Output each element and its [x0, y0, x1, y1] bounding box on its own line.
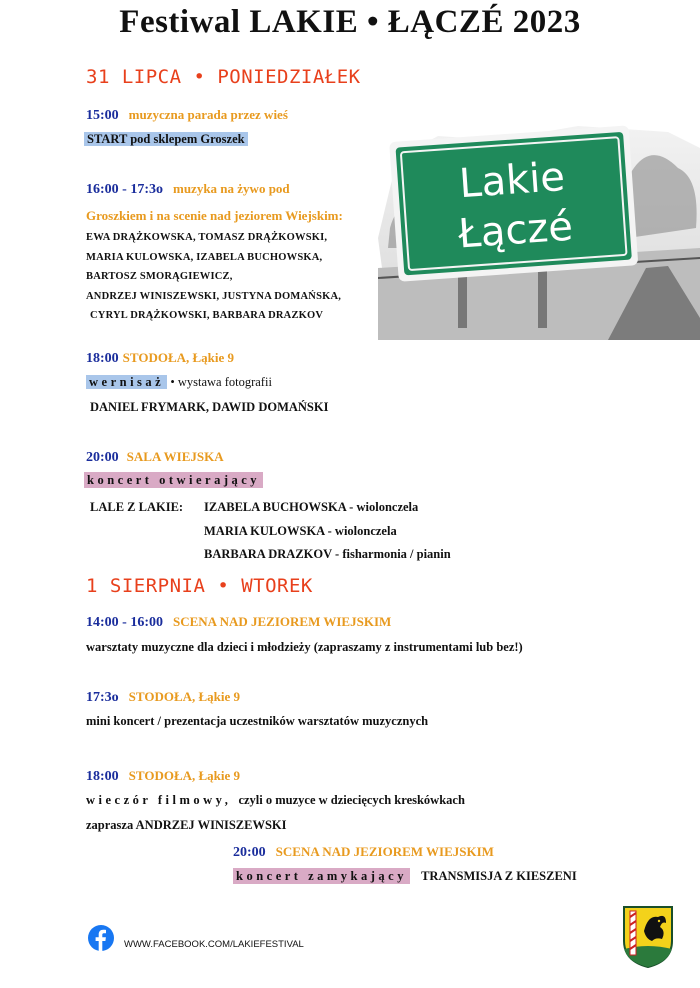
day2-event1: [86, 613, 391, 631]
event-place: SCENA NAD JEZIOREM WIEJSKIM: [173, 614, 392, 629]
road-sign-image: [378, 118, 700, 340]
event-rest: • wystawa fotografii: [170, 375, 272, 389]
sign-line-2: Łączé: [456, 203, 575, 258]
start-location: START pod sklepem Groszek: [84, 132, 248, 146]
event-desc: muzyka na żywo pod: [173, 181, 290, 196]
event-time: 17:3o: [86, 690, 119, 705]
day2-event4-detail: [233, 869, 577, 884]
musician-line: BARBARA DRAZKOV - fisharmonia / pianin: [204, 547, 451, 561]
event-desc: mini koncert / prezentacja uczestników warsztatów muzycznych: [86, 714, 429, 728]
facebook-link[interactable]: WWW.FACEBOOK.COM/LAKIEFESTIVAL: [124, 939, 304, 950]
event-keyword: wieczór filmowy,: [86, 793, 232, 807]
coat-of-arms-image: [622, 905, 674, 969]
day1-event4-keyword: [84, 473, 263, 488]
event-time: 18:00: [86, 351, 119, 366]
day1-event3-detail: [86, 375, 272, 390]
performer-line: CYRYL DRĄŻKOWSKI, BARBARA DRAZKOV: [90, 310, 324, 321]
event-place: SALA WIEJSKA: [126, 449, 224, 464]
musician-line: MARIA KULOWSKA - wiolonczela: [204, 524, 397, 538]
event-desc: warsztaty muzyczne dla dzieci i młodzieży (zapraszamy z instrumentami lub bez!): [86, 640, 523, 654]
day1-event1: [86, 106, 288, 124]
event-time: 20:00: [233, 845, 266, 860]
event-desc: muzyczna parada przez wieś: [128, 107, 288, 122]
day1-event1-start: [84, 132, 248, 147]
event-desc-2: Groszkiem i na scenie nad jeziorem Wiejskim:: [86, 208, 343, 223]
performer-line: MARIA KULOWSKA, IZABELA BUCHOWSKA,: [86, 252, 323, 263]
event-place: SCENA NAD JEZIOREM WIEJSKIM: [275, 844, 494, 859]
event-keyword: koncert zamykający: [233, 868, 410, 884]
day2-event3: [86, 767, 240, 785]
performer-line: ANDRZEJ WINISZEWSKI, JUSTYNA DOMAŃSKA,: [86, 291, 342, 302]
facebook-icon[interactable]: [88, 925, 114, 951]
performer-line: EWA DRĄŻKOWSKA, TOMASZ DRĄŻKOWSKI,: [86, 232, 328, 243]
event-host: zaprasza ANDRZEJ WINISZEWSKI: [86, 818, 287, 832]
event-rest: czyli o muzyce w dziecięcych kreskówkach: [238, 793, 465, 807]
event-place: STODOŁA, Łąkie 9: [128, 768, 241, 783]
event-place: STODOŁA, Łąkie 9: [128, 689, 241, 704]
artist-names: DANIEL FRYMARK, DAWID DOMAŃSKI: [90, 400, 329, 414]
day1-event4: [86, 448, 224, 466]
event-place: STODOŁA, Łąkie 9: [122, 350, 235, 365]
event-rest: TRANSMISJA Z KIESZENI: [421, 869, 577, 883]
event-keyword: koncert otwierający: [84, 472, 263, 488]
event-keyword: wernisaż: [86, 375, 167, 389]
event-time: 20:00: [86, 450, 119, 465]
day2-heading: 1 SIERPNIA • WTOREK: [86, 575, 313, 597]
event-time: 16:00 - 17:3o: [86, 182, 163, 197]
performer-line: BARTOSZ SMORĄGIEWICZ,: [86, 271, 233, 282]
musician-line: IZABELA BUCHOWSKA - wiolonczela: [204, 500, 419, 514]
event-time: 14:00 - 16:00: [86, 615, 163, 630]
day1-event3: [86, 349, 234, 367]
day2-event4: [233, 843, 494, 861]
event-time: 15:00: [86, 108, 119, 123]
day1-heading: 31 LIPCA • PONIEDZIAŁEK: [86, 66, 361, 88]
day1-event2: [86, 180, 290, 198]
page-title: Festiwal LAKIE • ŁĄCZÉ 2023: [119, 4, 581, 40]
day2-event3-detail: [86, 793, 465, 808]
sign-line-1: Lakie: [457, 154, 567, 208]
event-time: 18:00: [86, 769, 119, 784]
group-name: LALE Z LAKIE:: [90, 500, 184, 514]
day2-event2: [86, 688, 240, 706]
